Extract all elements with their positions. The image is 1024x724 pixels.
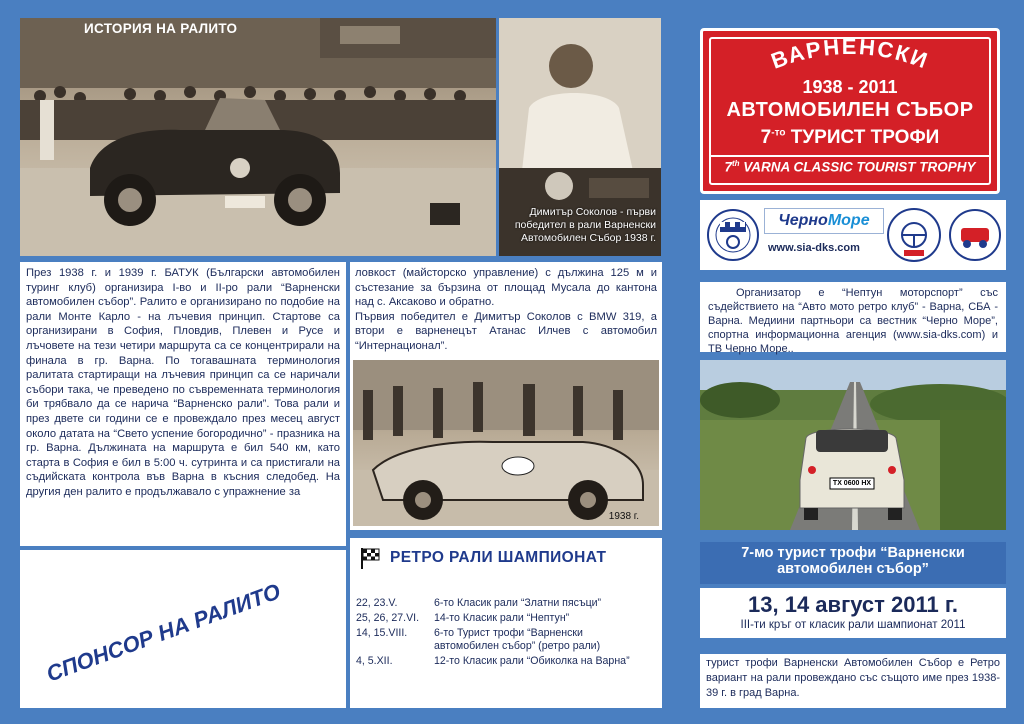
sokolov-caption: Димитър Соколов - първи победител в рали Варненски Автомобилен Събор 1938 г. (514, 206, 656, 244)
logo-divider (711, 155, 989, 157)
row-event: 6-то Класик рали “Златни пясъци” (434, 597, 602, 609)
logo-english (703, 159, 997, 175)
event-footer-panel (700, 654, 1006, 708)
history-photo-crowd (20, 18, 496, 256)
championship-table (356, 596, 646, 669)
event-round: III-ти кръг от класик рали шампионат 2011 (740, 619, 966, 631)
vintage-car-crowd-illustration (20, 18, 496, 256)
car-license-plate: TX 0600 HX (832, 480, 872, 487)
cherno-more-word2: Море (827, 212, 870, 229)
championship-row (356, 654, 646, 669)
sba-logo (886, 206, 942, 264)
logo-edition-text: ТУРИСТ ТРОФИ (790, 127, 940, 148)
road-car-illustration (700, 360, 1006, 530)
organizer-panel (700, 282, 1006, 355)
sokolov-portrait-photo (499, 18, 661, 256)
event-title-line1: 7-мо турист трофи “Варненски (741, 545, 965, 561)
championship-row (356, 611, 646, 626)
auto-moto-retro-club-logo (948, 206, 1002, 264)
rally-car-photo-1938 (353, 360, 659, 526)
championship-row (356, 596, 646, 611)
checkered-flag-icon (358, 546, 382, 570)
roadster-illustration (353, 360, 659, 526)
svg-text:ВАРНЕНСКИ (768, 35, 933, 74)
logo-name: АВТОМОБИЛЕН СЪБОР (726, 99, 974, 121)
history-text-panel (20, 262, 346, 546)
championship-title: РЕТРО РАЛИ ШАМПИОНАТ (390, 549, 607, 566)
sponsor-panel (20, 550, 346, 708)
cherno-more-logo (764, 208, 884, 234)
history-title: ИСТОРИЯ НА РАЛИТО (84, 21, 238, 36)
championship-row (356, 626, 646, 654)
sponsor-label: СПОНСОР НА РАЛИТО (43, 578, 284, 687)
logo-arc-text: ВАРНЕНСКИ (767, 35, 933, 74)
row-event: 14-то Класик рали “Нептун” (434, 612, 570, 624)
row-event: 12-то Класик рали “Обиколка на Варна” (434, 655, 630, 667)
rally-logo-arc (703, 35, 997, 83)
logo-en-text: VARNA CLASSIC TOURIST TROPHY (743, 159, 976, 175)
history-paragraph-left: През 1938 г. и 1939 г. БАТУК (Български автомобилен туринг клуб) организира I-во и II-ро рали “Варненски автомобилен събор”. Ралито е организирано по подобие на рали Монте Карло - на лъчевия принцип. Стартове са организирани в София, Пловдив, Плевен и Русе и лъчовете на тези четири маршрута са се концентрирали на финала в гр. Варна. По тогавашната терминология ралитата стартиращи на лъчевия принцип са се наричали събори така, че преведено по съвременната терминология би трябвало да се нарича “Варненско рали”. Това рали и през двете си години се е провеждало през месец август около датата на “Свето успение богородично” - празника на гр. Варна. Дължината на маршрута е бил 540 км, като старта в София е бил в 5:00 ч. сутринта и са пристигали на съдийската контрола във Варна в късния следобед. На другия ден ралито е продължавало с упражнение за (26, 267, 340, 498)
row-date: 4, 5.XII. (356, 655, 393, 667)
row-date: 25, 26, 27.VI. (356, 612, 420, 624)
logo-en-num: 7 (724, 159, 732, 175)
championship-header (358, 546, 656, 570)
organizer-text: Организатор е “Нептун моторспорт” със съдействието на “Авто мото ретро клуб” - Варна, СБА - Варна. Медиини партньори са вестник “Черно Море”, спортна информационна агенция (www.sia-dks.com) и ТВ Черно Море.. (708, 287, 998, 355)
event-title-line2: автомобилен събор” (777, 561, 929, 577)
partners-website[interactable]: www.sia-dks.com (768, 242, 860, 254)
event-footer-text: турист трофи Варненски Автомобилен Събор е Ретро вариант на рали провеждано със същото име през 1938-39 г. в град Варна. (706, 657, 1000, 699)
rally-photo-year-caption: 1938 г. (608, 511, 639, 522)
row-date: 22, 23.V. (356, 597, 398, 609)
event-date-panel (700, 588, 1006, 638)
row-date: 14, 15.VIII. (356, 627, 408, 639)
partners-panel (700, 200, 1006, 270)
cherno-more-word1: Черно (778, 212, 828, 229)
event-title-box (700, 542, 1006, 584)
logo-edition-sup: -то (771, 127, 786, 139)
row-event: 6-то Турист трофи “Варненски автомобилен събор” (ретро рали) (434, 627, 601, 652)
history-paragraph-middle: ловкост (майсторско управление) с дължина 125 м и състезание за бързина от площад Мусала до кантона над с. Аксаково и обратно. Първия победител е Димитър Соколов с BMW 319, а втори е варненецът Атанас Илчев с автомобил “Интернационал”. (355, 267, 657, 352)
rally-logo (700, 28, 1000, 194)
logo-edition-num: 7 (760, 127, 772, 148)
logo-en-sup: th (731, 159, 740, 168)
logo-years: 1938 - 2011 (802, 77, 898, 97)
championship-panel (350, 538, 662, 708)
event-date: 13, 14 август 2011 г. (748, 592, 958, 617)
neptun-motorsport-logo (706, 206, 760, 264)
logo-edition (703, 127, 997, 149)
road-trabant-photo (700, 360, 1006, 530)
